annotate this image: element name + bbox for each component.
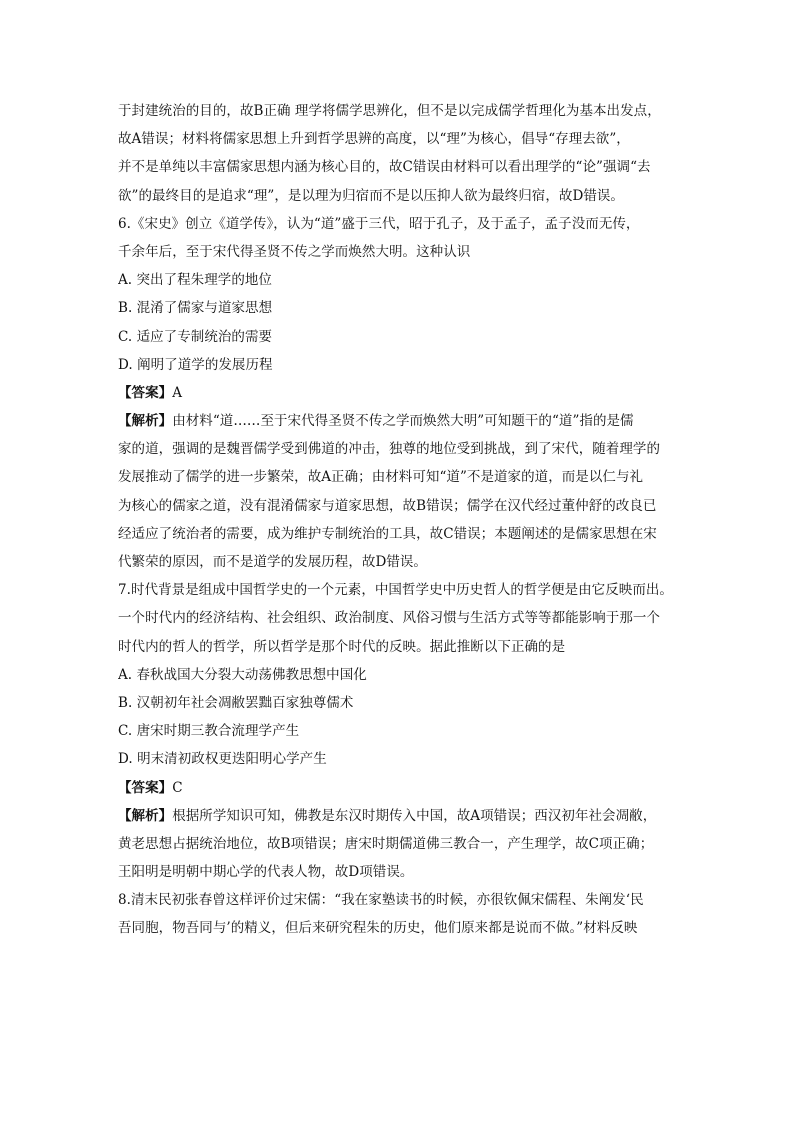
text-line: 欲”的最终目的是追求“理”，是以理为归宿而不是以压抑人欲为最终归宿，故D错误。 [118,187,624,204]
analysis-line: 代繁荣的原因，而不是道学的发展历程，故D错误。 [118,554,427,570]
document-page [118,97,678,943]
analysis-tag: 【解析】 [118,807,173,824]
answer-value: A [172,384,183,401]
answer-tag: 【答案】 [118,384,173,401]
analysis-text: 根据所学知识可知，佛教是东汉时期传入中国，故A项错误；西汉初年社会凋敝， [172,807,657,824]
option-d: D. 阐明了道学的发展历程 [118,356,273,373]
question-stem-line: 一个时代内的经济结构、社会组织、政治制度、风俗习惯与生活方式等等都能影响于那一个 [118,610,660,627]
question-stem-line: 8.清末民初张春曾这样评价过宋儒：“我在家塾读书的时候，亦很钦佩宋儒程、朱阐发‘民 [118,892,644,909]
text-line: 于封建统治的目的，故B正确 理学将儒学思辨化，但不是以完成儒学哲理化为基本出发点， [118,103,661,119]
analysis-line [118,802,678,830]
analysis-line: 黄老思想占据统治地位，故B项错误；唐宋时期儒道佛三教合一，产生理学，故C项正确； [118,835,654,852]
question-6 [118,210,678,576]
analysis-text: 由材料“道……至于宋代得圣贤不传之学而焕然大明”可知题干的“道”指的是儒 [172,413,634,430]
analysis-line: 王阳明是明朝中期心学的代表人物，故D项错误。 [118,864,414,881]
analysis-line: 经适应了统治者的需要，成为维护专制统治的工具，故C错误；本题阐述的是儒家思想在宋 [118,525,657,542]
question-8 [118,886,678,942]
analysis-line: 发展推动了儒学的进一步繁荣，故A正确；由材料可知“道”不是道家的道，而是以仁与礼 [118,469,644,486]
text-line: 并不是单纯以丰富儒家思想内涵为核心目的，故C错误由材料可以看出理学的“论”强调“去 [118,159,651,176]
option-d: D. 明末清初政权更迭阳明心学产生 [118,751,327,768]
question-stem-line: 7.时代背景是组成中国哲学史的一个元素，中国哲学史中历史哲人的哲学便是由它反映而出。 [118,582,673,599]
question-stem-line: 时代内的哲人的哲学，所以哲学是那个时代的反映。据此推断以下正确的是 [118,638,566,655]
option-b: B. 混淆了儒家与道家思想 [118,300,273,317]
option-c: C. 适应了专制统治的需要 [118,328,273,345]
question-stem-line: 6.《宋史》创立《道学传》，认为“道”盛于三代，昭于孔子，及于孟子，孟子没而无传， [118,215,640,232]
answer-line [118,774,678,802]
question-7 [118,576,678,886]
option-b: B. 汉朝初年社会凋敝罢黜百家独尊儒术 [118,694,354,711]
option-c: C. 唐宋时期三教合流理学产生 [118,723,300,740]
answer-tag: 【答案】 [118,779,173,796]
question-stem-line: 千余年后，至于宋代得圣贤不传之学而焕然大明。这种认识 [118,243,471,260]
text-line: 故A错误；材料将儒家思想上升到哲学思辨的高度，以“理”为核心，倡导“存理去欲”， [118,131,630,148]
answer-value: C [172,779,183,796]
analysis-line: 为核心的儒家之道，没有混淆儒家与道家思想，故B错误；儒学在汉代经过董仲舒的改良已 [118,497,657,514]
analysis-line [118,407,678,435]
analysis-line: 家的道，强调的是魏晋儒学受到佛道的冲击，独尊的地位受到挑战，到了宋代，随着理学的 [118,441,660,458]
answer-line [118,379,678,407]
question-stem-line: 吾同胞，物吾同与’的精义，但后来研究程朱的历史，他们原来都是说而不做。”材料反映 [118,920,638,937]
option-a: A. 春秋战国大分裂大动荡佛教思想中国化 [118,666,367,683]
intro-paragraph [118,97,678,210]
analysis-tag: 【解析】 [118,413,173,430]
option-a: A. 突出了程朱理学的地位 [118,272,272,289]
